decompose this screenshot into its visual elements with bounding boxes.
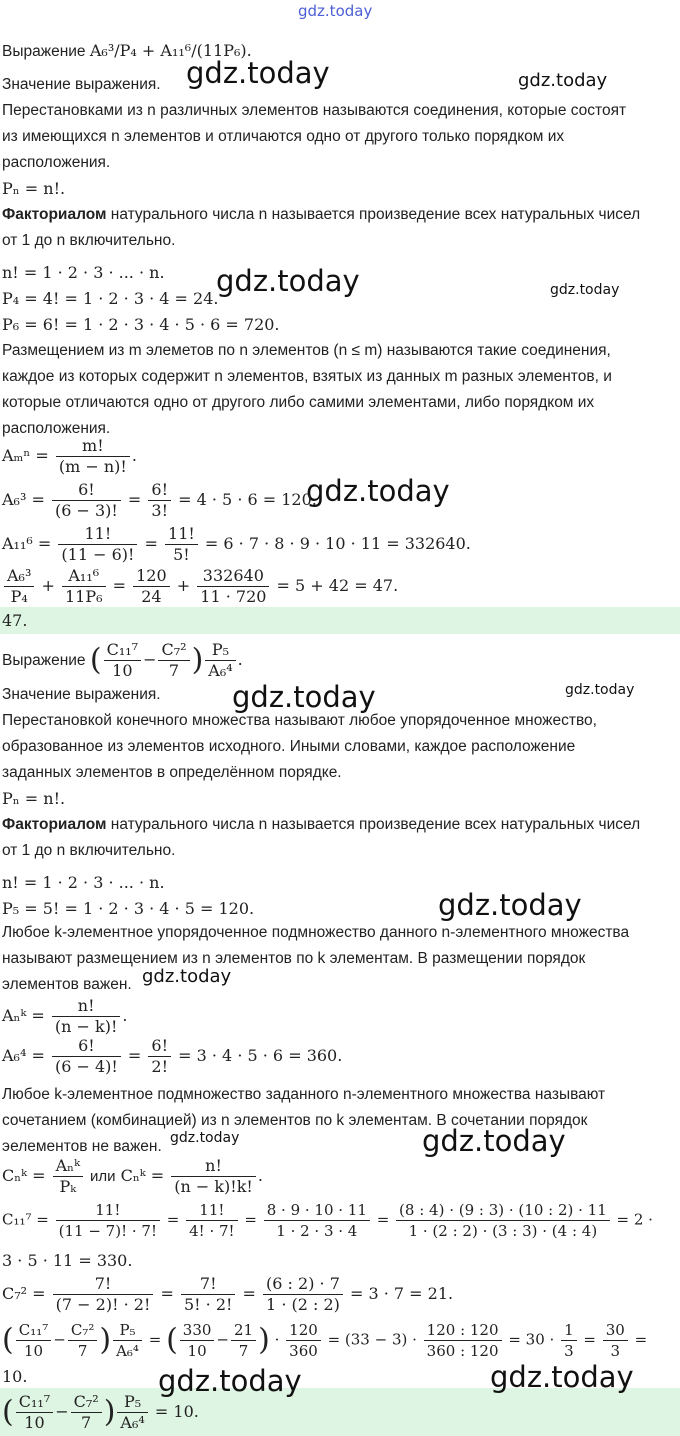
formula-c117: C₁₁⁷ = $\frac{11!}{(11 - 7)! \cdot 7!}$ = $\frac{11!}{4! \cdot 7!}$ = $\frac{8 \cdot 9 \cdot 10 \cdot 11}{1 \cdot 2 \cdot 3 \cdot 4}$ = $\frac{(8 : 4) \cdot (9 : 3) \cdot (10 : 2) \cdot 11}{1 \cdot (2 : 2) \cdot (3 : 3) \cdot (4 : 4)}$ = 2 · [2,1201,653,1240]
watermark-top: gdz.today [298,2,373,20]
watermark: gdz.today [216,264,360,298]
expr-formula: ( $\frac{\text{C₁₁⁷}}{10}$ − $\frac{\text{C₇²}}{7}$ ) $\frac{\text{P₅}}{\text{A₆⁴}}$ . [89,640,243,680]
formula-nfact: n! = 1 · 2 · 3 · ... · n. [2,263,165,282]
answer-2: ( $\frac{\text{C₁₁⁷}}{10}$ − $\frac{\text{C₇²}}{7}$ ) $\frac{\text{P₅}}{\text{A₆⁴}}$ = 10. [2,1392,199,1432]
fraction: $\frac{7!}{(7 - 2)! \cdot 2!}$ [53,1274,154,1315]
watermark: gdz.today [186,56,330,90]
factorial-def-line: от 1 до n включительно. [2,842,176,859]
fraction: $\frac{n!}{(n - k)!k!}$ [171,1156,256,1197]
formula-sum: $\frac{\text{A₆³}}{\text{P₄}}$ + $\frac{\text{A₁₁⁶}}{\text{11P₆}}$ = $\frac{120}{24}$ + $\frac{332640}{11 \cdot 720}$ = 5 + 42 = 47. [2,566,678,607]
expr-line-2 [2,640,678,681]
formula-final: ( $\frac{\text{C₁₁⁷}}{10}$ − $\frac{\text{C₇²}}{7}$ ) $\frac{\text{P₅}}{\text{A₆⁴}}$ = ( $\frac{330}{10}$ − $\frac{21}{7}$ ) · $\frac{120}{360}$ = (33 − 3) · $\frac{120 : 120}{360 : 120}$ = 30 · $\frac{1}{3}$ = $\frac{30}{3}$ = [2,1321,648,1360]
watermark: gdz.today [142,966,232,987]
arr-def-line: каждое из которых содержит n элементов, взятых из данных m разных элементов, и [2,368,612,385]
fraction: $\frac{120}{24}$ [133,566,170,607]
perm-def-line: из имеющихся n элементов и отличаются одно от другого только порядком их [2,128,565,145]
formula-pn: Pₙ = n!. [2,789,66,808]
formula-ank: Aₙᵏ = $\frac{n!}{(n - k)!}$ . [2,996,128,1036]
arr-def-line: Любое k-элементное упорядоченное подмножество данного n-элементного множества [2,924,630,941]
lhs: Aₘⁿ = [2,446,49,465]
watermark: gdz.today [170,1130,240,1146]
arr-def-line: расположения. [2,420,111,437]
fraction: $\frac{11!}{5!}$ [165,524,198,565]
answer-1: 47. [2,611,28,630]
perm-def-line: Перестановками из n различных элементов называются соединения, которые состоят [2,102,627,119]
fraction: $\frac{6!}{3!}$ [148,480,171,521]
fraction: $\frac{7!}{5! \cdot 2!}$ [181,1274,235,1315]
comb-def-line: сочетанием (комбинацией) из n элементов по k элементам. В сочетании порядок [2,1112,588,1129]
formula-c117-cont: 3 · 5 · 11 = 330. [2,1251,133,1270]
formula-cnk: Cₙᵏ = Aₙᵏ Pₖ или Cₙᵏ = $\frac{n!}{(n - k)!k!}$ . [2,1156,263,1196]
formula-a64: A₆⁴ = $\frac{6!}{(6 - 4)!}$ = $\frac{6!}{2!}$ = 3 · 4 · 5 · 6 = 360. [2,1036,343,1076]
factorial-term: Факториалом [2,206,107,223]
formula-a63: A₆³ = $\frac{6!}{(6 - 3)!}$ = $\frac{6!}{3!}$ = 4 · 5 · 6 = 120. [2,480,317,520]
lhs: A₆³ = [2,490,45,509]
factorial-def [2,814,678,836]
formula-amn: Aₘⁿ = $\frac{m!}{(m - n)!}$ . [2,436,137,476]
fraction: $\frac{8 \cdot 9 \cdot 10 \cdot 11}{1 \cdot 2 \cdot 3 \cdot 4}$ [264,1200,370,1241]
fraction: Aₙᵏ Pₖ [53,1156,83,1197]
fraction: $\frac{(8 : 4) \cdot (9 : 3) \cdot (10 : 2) \cdot 11}{1 \cdot (2 : 2) \cdot (3 : 3) \cdot (4 : 4)}$ [396,1200,610,1241]
arr-def-line: которые отличаются одно от другого либо самими элементами, либо порядком их [2,394,595,411]
watermark: gdz.today [158,1364,302,1398]
watermark: gdz.today [490,1360,634,1394]
perm-def-line: Перестановкой конечного множества называют любое упорядоченное множество, [2,712,597,729]
formula-p4: P₄ = 4! = 1 · 2 · 3 · 4 = 24. [2,289,219,308]
formula-p6: P₆ = 6! = 1 · 2 · 3 · 4 · 5 · 6 = 720. [2,315,280,334]
factorial-term: Факториалом [2,816,107,833]
watermark: gdz.today [438,888,582,922]
expr-label: Выражение [2,43,86,60]
factorial-def [2,204,678,226]
formula-c72: C₇² = $\frac{7!}{(7 - 2)! \cdot 2!}$ = $\frac{7!}{5! \cdot 2!}$ = $\frac{(6 : 2) \cdot 7}{1 \cdot (2 : 2)}$ = 3 · 7 = 21. [2,1274,454,1314]
fraction: $\frac{11!}{(11 - 7)! \cdot 7!}$ [56,1200,160,1241]
fraction: $\frac{\text{A₁₁⁶}}{\text{11P₆}}$ [62,566,106,607]
fraction: $\frac{m!}{(m - n)!}$ [56,436,130,477]
value-label: Значение выражения. [2,76,161,93]
formula-p5: P₅ = 5! = 1 · 2 · 3 · 4 · 5 = 120. [2,899,255,918]
formula-a116: A₁₁⁶ = $\frac{11!}{(11 - 6)!}$ = $\frac{11!}{5!}$ = 6 · 7 · 8 · 9 · 10 · 11 = 332640. [2,524,471,564]
lhs: A₁₁⁶ = [2,534,52,553]
fraction: $\frac{\text{A₆³}}{\text{P₄}}$ [4,566,34,607]
factorial-def-line: от 1 до n включительно. [2,232,176,249]
perm-def-line: расположения. [2,154,111,171]
perm-def-line: образованное из элементов исходного. Иными словами, каждое расположение [2,738,576,755]
fraction: $\frac{6!}{2!}$ [148,1036,171,1077]
watermark: gdz.today [306,474,450,508]
arr-def-line: элементов важен. [2,976,132,993]
fraction: $\frac{11!}{4! \cdot 7!}$ [186,1200,237,1241]
watermark: gdz.today [422,1124,566,1158]
fraction: $\frac{6!}{(6 - 3)!}$ [52,480,121,521]
fraction: $\frac{332640}{11 \cdot 720}$ [197,566,269,607]
factorial-def-text: натурального числа n называется произведение всех натуральных чисел [106,206,641,223]
expr-formula: A₆³/P₄ + A₁₁⁶/(11P₆). [89,41,252,60]
formula-nfact: n! = 1 · 2 · 3 · ... · n. [2,873,165,892]
watermark: gdz.today [565,682,635,698]
arr-def-line: Размещением из m элеметов по n элементов (n ≤ m) называются такие соединения, [2,342,611,359]
watermark: gdz.today [232,680,376,714]
expr-line-1 [2,40,678,63]
fraction: $\frac{(6 : 2) \cdot 7}{1 \cdot (2 : 2)}$ [263,1274,343,1315]
perm-def-line: заданных элементов в определённом порядке. [2,764,342,781]
watermark: gdz.today [550,282,620,298]
expr-label: Выражение [2,652,86,669]
factorial-def-text: натурального числа n называется произведение всех натуральных чисел [106,816,641,833]
fraction: $\frac{6!}{(6 - 4)!}$ [52,1036,121,1077]
arr-def-line: называют размещением из n элементов по k элементам. В размещении порядок [2,950,586,967]
watermark: gdz.today [518,70,608,91]
fraction: $\frac{11!}{(11 - 6)!}$ [58,524,137,565]
comb-def-line: Любое k-элементное подмножество заданного n-элементного множества называют [2,1086,606,1103]
fraction: $\frac{n!}{(n - k)!}$ [52,996,121,1037]
comb-def-line: эелементов не важен. [2,1138,162,1155]
formula-final-cont: 10. [2,1367,28,1386]
value-label: Значение выражения. [2,686,161,703]
formula-pn: Pₙ = n!. [2,179,66,198]
